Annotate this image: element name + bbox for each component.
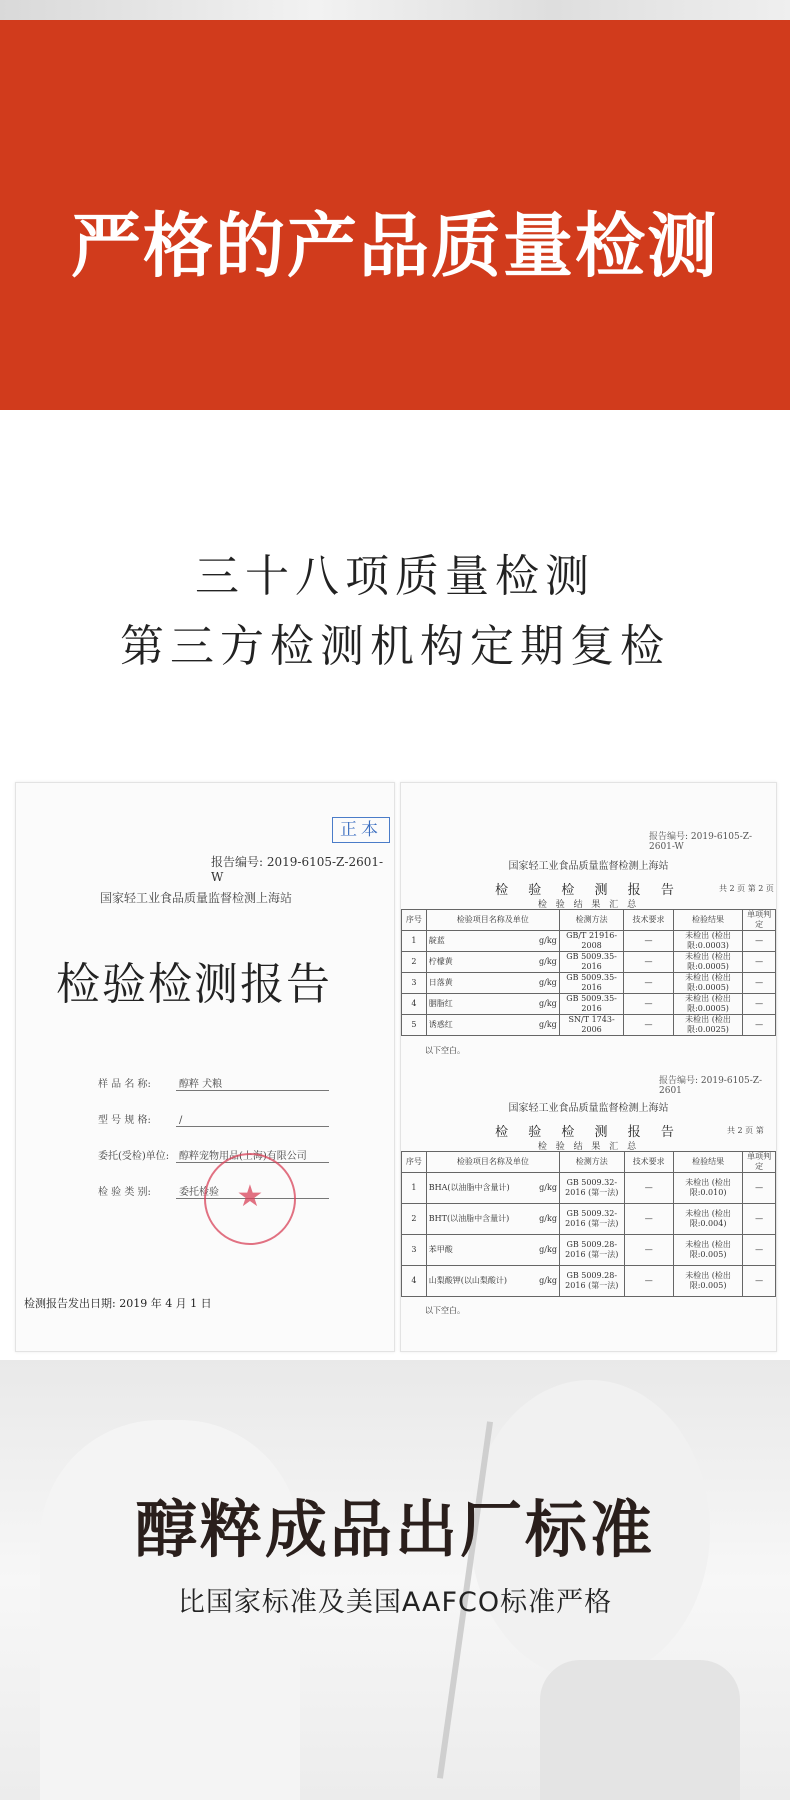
summary-heading: 检 验 结 果 汇 总 — [537, 900, 640, 910]
cell: GB 5009.28-2016 (第一法) — [559, 1235, 624, 1266]
field-label: 型 号 规 格: — [98, 1115, 151, 1126]
cell: GB 5009.35-2016 — [559, 952, 624, 973]
item-unit: g/kg — [539, 957, 557, 966]
field-label: 样 品 名 称: — [98, 1079, 151, 1090]
cell: — — [743, 1015, 776, 1036]
cell: 5 — [402, 1015, 427, 1036]
cell: — — [624, 994, 673, 1015]
cell: — — [743, 1235, 776, 1266]
col-header: 单项判定 — [743, 910, 776, 931]
col-header: 检测方法 — [559, 1152, 624, 1173]
institution-name: 国家轻工业食品质量监督检测上海站 — [100, 891, 293, 905]
cell: 4 — [402, 994, 427, 1015]
table-row — [402, 931, 776, 952]
cell: 未检出 (检出限:0.0025) — [673, 1015, 743, 1036]
item-name: 胭脂红 — [428, 999, 453, 1008]
item-unit: g/kg — [539, 999, 557, 1008]
cell — [426, 1015, 559, 1036]
col-header: 检验结果 — [673, 910, 743, 931]
cell: 未检出 (检出限:0.004) — [673, 1204, 742, 1235]
table-row — [402, 1266, 776, 1297]
issue-date: 检测报告发出日期: 2019 年 4 月 1 日 — [24, 1297, 212, 1310]
blank-note: 以下空白。 — [425, 1306, 465, 1315]
cell: — — [743, 973, 776, 994]
results-table-2 — [401, 1151, 776, 1297]
item-unit: g/kg — [539, 1245, 557, 1254]
report-title: 检 验 检 测 报 告 — [495, 1125, 682, 1140]
cell: — — [624, 973, 673, 994]
cell: — — [743, 1173, 776, 1204]
cell: — — [624, 952, 673, 973]
original-stamp: 正本 — [332, 817, 390, 843]
cell: 未检出 (检出限:0.0003) — [673, 931, 743, 952]
field-label: 委托(受检)单位: — [98, 1151, 170, 1162]
item-name: 日落黄 — [428, 978, 453, 987]
item-name: 苯甲酸 — [428, 1245, 453, 1254]
red-seal-icon: ★ — [204, 1153, 296, 1245]
cell: 1 — [402, 1173, 427, 1204]
report-number: 报告编号: 2019-6105-Z-2601-W — [211, 855, 384, 884]
cell: 未检出 (检出限:0.005) — [673, 1266, 742, 1297]
report-results-image — [400, 782, 777, 1352]
report-cover-image — [15, 782, 395, 1352]
cell — [426, 1173, 559, 1204]
report-title: 检 验 检 测 报 告 — [495, 883, 682, 898]
cell: 未检出 (检出限:0.005) — [673, 1235, 742, 1266]
col-header: 单项判定 — [743, 1152, 776, 1173]
item-name: 靛蓝 — [428, 936, 445, 945]
cell — [426, 931, 559, 952]
col-header: 检验项目名称及单位 — [426, 910, 559, 931]
results-table-1 — [401, 909, 776, 1036]
cell — [426, 1266, 559, 1297]
field-value: 醇粹 犬粮 — [176, 1075, 329, 1091]
item-name: 诱惑红 — [428, 1020, 453, 1029]
cell: GB 5009.32-2016 (第一法) — [559, 1204, 624, 1235]
cell — [426, 994, 559, 1015]
field-row — [98, 1147, 329, 1163]
cell: 未检出 (检出限:0.0005) — [673, 952, 743, 973]
field-value: / — [176, 1115, 329, 1127]
cell: SN/T 1743-2006 — [559, 1015, 624, 1036]
cell: 3 — [402, 973, 427, 994]
field-label: 检 验 类 别: — [98, 1187, 151, 1198]
report-number: 报告编号: 2019-6105-Z-2601 — [659, 1076, 763, 1096]
cell: 4 — [402, 1266, 427, 1297]
table-row — [402, 1015, 776, 1036]
table-row — [402, 994, 776, 1015]
col-header: 技术要求 — [624, 910, 673, 931]
cell: — — [624, 1235, 673, 1266]
field-value: 醇粹宠物用品(上海)有限公司 — [176, 1147, 329, 1163]
cell: GB/T 21916-2008 — [559, 931, 624, 952]
cell: — — [743, 1266, 776, 1297]
cell: — — [743, 931, 776, 952]
header-banner — [0, 20, 790, 410]
cell: — — [624, 1266, 673, 1297]
field-row — [98, 1111, 329, 1127]
table-header-row — [402, 910, 776, 931]
cell: — — [743, 952, 776, 973]
lab-title: 醇粹成品出厂标准 — [134, 1493, 655, 1566]
cell: 未检出 (检出限:0.010) — [673, 1173, 742, 1204]
col-header: 序号 — [402, 1152, 427, 1173]
subtitle-line-1: 三十八项质量检测 — [195, 551, 595, 602]
institution-name: 国家轻工业食品质量监督检测上海站 — [508, 861, 669, 872]
summary-heading: 检 验 结 果 汇 总 — [537, 1142, 640, 1152]
cell: 2 — [402, 952, 427, 973]
report-title: 检验检测报告 — [56, 959, 332, 1010]
table-row — [402, 952, 776, 973]
col-header: 检验结果 — [673, 1152, 742, 1173]
table-header-row — [402, 1152, 776, 1173]
col-header: 检验项目名称及单位 — [426, 1152, 559, 1173]
item-unit: g/kg — [539, 978, 557, 987]
item-unit: g/kg — [539, 1020, 557, 1029]
item-name: BHT(以油脂中含量计) — [428, 1214, 510, 1223]
cell: — — [624, 931, 673, 952]
item-unit: g/kg — [539, 1214, 557, 1223]
cell: GB 5009.35-2016 — [559, 994, 624, 1015]
table-row — [402, 973, 776, 994]
institution-name: 国家轻工业食品质量监督检测上海站 — [508, 1103, 669, 1114]
cell — [426, 1204, 559, 1235]
cell: GB 5009.28-2016 (第一法) — [559, 1266, 624, 1297]
cell: 未检出 (检出限:0.0005) — [673, 994, 743, 1015]
cell: — — [624, 1015, 673, 1036]
cell: — — [624, 1173, 673, 1204]
cell: — — [624, 1204, 673, 1235]
col-header: 检测方法 — [559, 910, 624, 931]
cell: — — [743, 994, 776, 1015]
banner-title: 严格的产品质量检测 — [71, 205, 719, 287]
cell: — — [743, 1204, 776, 1235]
field-row — [98, 1075, 329, 1091]
field-value: 委托检验 — [176, 1183, 329, 1199]
cell: GB 5009.32-2016 (第一法) — [559, 1173, 624, 1204]
report-number: 报告编号: 2019-6105-Z-2601-W — [649, 832, 753, 852]
subtitle-line-2: 第三方检测机构定期复检 — [120, 621, 670, 672]
table-row — [402, 1235, 776, 1266]
page-indicator: 共 2 页 第 — [727, 1126, 764, 1135]
item-name: 柠檬黄 — [428, 957, 453, 966]
page-indicator: 共 2 页 第 2 页 — [719, 884, 774, 893]
lab-figure-shape — [540, 1660, 740, 1800]
col-header: 序号 — [402, 910, 427, 931]
cell: 3 — [402, 1235, 427, 1266]
cell: 2 — [402, 1204, 427, 1235]
item-unit: g/kg — [539, 936, 557, 945]
table-row — [402, 1204, 776, 1235]
item-name: 山梨酸钾(以山梨酸计) — [428, 1276, 508, 1285]
blank-note: 以下空白。 — [425, 1046, 465, 1055]
item-unit: g/kg — [539, 1276, 557, 1285]
col-header: 技术要求 — [624, 1152, 673, 1173]
cell — [426, 952, 559, 973]
cell: 未检出 (检出限:0.0005) — [673, 973, 743, 994]
cell: 1 — [402, 931, 427, 952]
item-name: BHA(以油脂中含量计) — [428, 1183, 510, 1192]
cell — [426, 1235, 559, 1266]
cell: GB 5009.35-2016 — [559, 973, 624, 994]
table-row — [402, 1173, 776, 1204]
top-photo-strip — [0, 0, 790, 20]
cell — [426, 973, 559, 994]
lab-subtitle: 比国家标准及美国AAFCO标准严格 — [177, 1587, 613, 1618]
item-unit: g/kg — [539, 1183, 557, 1192]
